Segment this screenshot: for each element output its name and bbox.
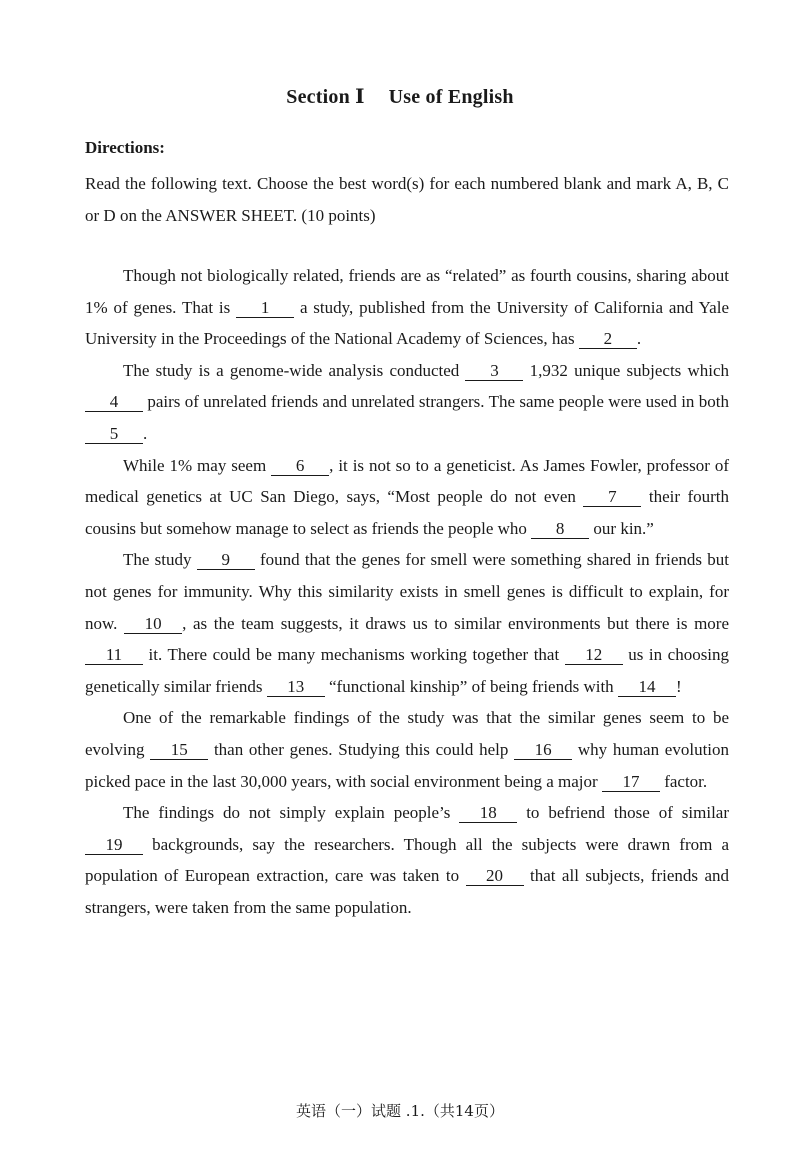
blank-20: 20 bbox=[466, 867, 524, 886]
passage-text: The study is a genome-wide analysis conducted bbox=[123, 360, 460, 380]
paragraph-3 bbox=[85, 450, 729, 545]
paragraph-1 bbox=[85, 260, 729, 355]
passage-text: pairs of unrelated friends and unrelated strangers. The same people were used in both bbox=[147, 392, 729, 412]
blank-17: 17 bbox=[602, 773, 660, 792]
paragraph-4 bbox=[85, 544, 729, 702]
section-name: Use of English bbox=[388, 86, 514, 108]
blank-8: 8 bbox=[531, 520, 589, 539]
blank-6: 6 bbox=[271, 457, 329, 476]
passage bbox=[85, 260, 729, 923]
blank-12: 12 bbox=[565, 646, 623, 665]
blank-5: 5 bbox=[85, 425, 143, 444]
blank-10: 10 bbox=[124, 615, 182, 634]
blank-1: 1 bbox=[236, 299, 294, 318]
passage-text: found that the genes for smell were something shared in friends but not genes for immunity. Why this similarity exists in smell genes is difficult to explain, for now. bbox=[85, 550, 729, 633]
paragraph-6 bbox=[85, 797, 729, 923]
passage-text: , it is not so to a geneticist. As James Fowler, professor of medical genetics at UC San Diego, says, “Most people do not even bbox=[85, 455, 729, 507]
passage-text: our kin.” bbox=[593, 518, 654, 538]
blank-13: 13 bbox=[267, 678, 325, 697]
blank-4: 4 bbox=[85, 393, 143, 412]
passage-text: to befriend those of similar bbox=[526, 803, 729, 823]
passage-text: backgrounds, say the researchers. Though all the subjects were drawn from a population of European extraction, care was taken to bbox=[85, 834, 730, 886]
blank-14: 14 bbox=[618, 678, 676, 697]
passage-text: Though not biologically related, friends are as “related” as fourth cousins, sharing about 1% of genes. That is bbox=[85, 266, 729, 317]
blank-9: 9 bbox=[197, 551, 255, 570]
blank-15: 15 bbox=[150, 741, 208, 760]
paragraph-2 bbox=[85, 355, 729, 450]
section-number: Section Ⅰ bbox=[286, 86, 365, 108]
passage-text: it. There could be many mechanisms working together that bbox=[148, 645, 560, 665]
blank-7: 7 bbox=[583, 488, 641, 507]
passage-text: While 1% may seem bbox=[123, 455, 267, 475]
section-title bbox=[0, 84, 800, 109]
passage-text: ! bbox=[675, 676, 682, 696]
passage-text: . bbox=[636, 329, 642, 349]
directions-label: Directions: bbox=[85, 138, 165, 157]
page-footer: 英语（一）试题 .1.（共14页） bbox=[296, 1102, 504, 1120]
passage-text: their fourth cousins but somehow manage to select as friends the people who bbox=[85, 487, 730, 538]
passage-text: us in choosing genetically similar friends bbox=[85, 645, 730, 696]
blank-2: 2 bbox=[579, 330, 637, 349]
passage-text: . bbox=[143, 423, 148, 443]
passage-text: “functional kinship” of being friends with bbox=[329, 676, 614, 696]
passage-text: The findings do not simply explain people’s bbox=[123, 803, 451, 823]
passage-text: One of the remarkable findings of the study was that the similar genes seem to be evolving bbox=[85, 708, 729, 759]
passage-text: 1,932 unique subjects which bbox=[529, 360, 729, 380]
blank-16: 16 bbox=[514, 741, 572, 760]
blank-19: 19 bbox=[85, 836, 143, 855]
paragraph-5 bbox=[85, 702, 729, 797]
passage-text: that all subjects, friends and strangers, were taken from the same population. bbox=[85, 866, 730, 917]
blank-18: 18 bbox=[459, 804, 517, 823]
blank-3: 3 bbox=[465, 362, 523, 381]
passage-text: The study bbox=[123, 550, 192, 570]
directions-text: Read the following text. Choose the best word(s) for each numbered blank and mark A, B, C or D on the ANSWER SHEET. (10 points) bbox=[85, 174, 729, 225]
passage-text: than other genes. Studying this could help bbox=[213, 739, 509, 759]
passage-text: why human evolution picked pace in the last 30,000 years, with social environment being a major bbox=[85, 739, 730, 791]
passage-text: factor. bbox=[664, 771, 708, 791]
passage-text: a study, published from the University of California and Yale University in the Proceedings of the National Academy of Sciences, has bbox=[85, 297, 729, 349]
blank-11: 11 bbox=[85, 646, 143, 665]
passage-text: , as the team suggests, it draws us to similar environments but there is more bbox=[182, 613, 729, 633]
